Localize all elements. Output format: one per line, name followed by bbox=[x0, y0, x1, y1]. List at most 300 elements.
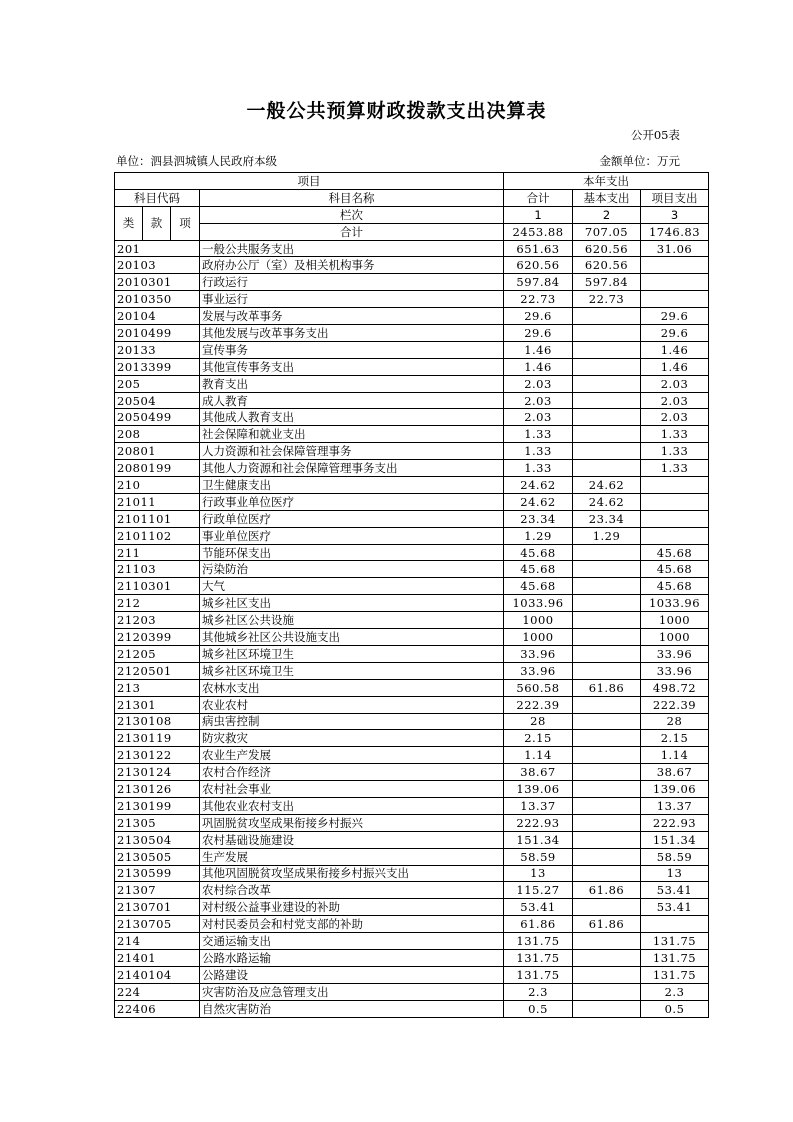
table-row bbox=[115, 831, 709, 848]
total-cell: 1000 bbox=[504, 612, 573, 629]
table-row bbox=[115, 510, 709, 527]
basic-cell bbox=[573, 595, 641, 612]
header-kind: 类 bbox=[115, 206, 143, 240]
table-row bbox=[115, 747, 709, 764]
project-cell: 33.96 bbox=[641, 662, 709, 679]
subject-name-cell: 交通运输支出 bbox=[200, 933, 504, 950]
project-cell bbox=[641, 527, 709, 544]
subject-name-cell: 城乡社区支出 bbox=[200, 595, 504, 612]
total-cell: 45.68 bbox=[504, 578, 573, 595]
table-row bbox=[115, 966, 709, 983]
total-cell: 131.75 bbox=[504, 949, 573, 966]
total-cell: 2.03 bbox=[504, 375, 573, 392]
project-cell: 1.33 bbox=[641, 426, 709, 443]
table-row bbox=[115, 797, 709, 814]
header-entry: 项 bbox=[171, 206, 200, 240]
subject-code-cell: 208 bbox=[115, 426, 200, 443]
subject-name-cell: 对村级公益事业建设的补助 bbox=[200, 899, 504, 916]
project-cell: 131.75 bbox=[641, 949, 709, 966]
basic-cell bbox=[573, 966, 641, 983]
project-cell: 1.33 bbox=[641, 460, 709, 477]
project-cell bbox=[641, 291, 709, 308]
subject-code-cell: 21011 bbox=[115, 493, 200, 510]
project-cell: 151.34 bbox=[641, 831, 709, 848]
subject-name-cell: 发展与改革事务 bbox=[200, 308, 504, 325]
project-cell bbox=[641, 257, 709, 274]
header-col-1: 1 bbox=[504, 206, 573, 223]
subject-code-cell: 2101102 bbox=[115, 527, 200, 544]
table-row bbox=[115, 730, 709, 747]
subject-code-cell: 205 bbox=[115, 375, 200, 392]
header-total: 合计 bbox=[504, 189, 573, 206]
basic-cell bbox=[573, 899, 641, 916]
basic-cell: 61.86 bbox=[573, 882, 641, 899]
subject-code-cell: 21307 bbox=[115, 882, 200, 899]
total-cell: 651.63 bbox=[504, 240, 573, 257]
basic-cell bbox=[573, 797, 641, 814]
table-row bbox=[115, 477, 709, 494]
table-row bbox=[115, 629, 709, 646]
total-cell: 23.34 bbox=[504, 510, 573, 527]
subject-name-cell: 防灾救灾 bbox=[200, 730, 504, 747]
basic-cell bbox=[573, 814, 641, 831]
project-cell: 45.68 bbox=[641, 561, 709, 578]
total-cell: 1.33 bbox=[504, 443, 573, 460]
project-cell: 58.59 bbox=[641, 848, 709, 865]
basic-cell bbox=[573, 848, 641, 865]
subject-name-cell: 事业单位医疗 bbox=[200, 527, 504, 544]
basic-cell bbox=[573, 544, 641, 561]
subject-name-cell: 教育支出 bbox=[200, 375, 504, 392]
subject-name-cell: 对村民委员会和村党支部的补助 bbox=[200, 916, 504, 933]
basic-cell bbox=[573, 578, 641, 595]
header-column-label: 栏次 bbox=[200, 206, 504, 223]
total-cell: 33.96 bbox=[504, 662, 573, 679]
subject-code-cell: 2130599 bbox=[115, 865, 200, 882]
total-cell: 28 bbox=[504, 713, 573, 730]
subject-code-cell: 20133 bbox=[115, 341, 200, 358]
subject-code-cell: 21203 bbox=[115, 612, 200, 629]
table-row bbox=[115, 899, 709, 916]
subject-code-cell: 224 bbox=[115, 983, 200, 1000]
project-cell: 2.03 bbox=[641, 409, 709, 426]
subject-code-cell: 22406 bbox=[115, 1000, 200, 1017]
project-cell: 1000 bbox=[641, 612, 709, 629]
subject-code-cell: 20504 bbox=[115, 392, 200, 409]
project-cell: 1033.96 bbox=[641, 595, 709, 612]
subject-name-cell: 其他人力资源和社会保障管理事务支出 bbox=[200, 460, 504, 477]
table-row bbox=[115, 443, 709, 460]
basic-cell bbox=[573, 713, 641, 730]
subject-name-cell: 农村合作经济 bbox=[200, 764, 504, 781]
total-cell: 560.58 bbox=[504, 679, 573, 696]
subject-code-cell: 21305 bbox=[115, 814, 200, 831]
subject-name-cell: 行政事业单位医疗 bbox=[200, 493, 504, 510]
total-cell: 29.6 bbox=[504, 308, 573, 325]
project-cell: 0.5 bbox=[641, 1000, 709, 1017]
header-project: 项目支出 bbox=[641, 189, 709, 206]
basic-cell bbox=[573, 443, 641, 460]
table-row bbox=[115, 291, 709, 308]
total-cell: 131.75 bbox=[504, 966, 573, 983]
basic-cell bbox=[573, 629, 641, 646]
subject-code-cell: 2050499 bbox=[115, 409, 200, 426]
subject-code-cell: 2130108 bbox=[115, 713, 200, 730]
project-cell bbox=[641, 477, 709, 494]
subject-code-cell: 2130705 bbox=[115, 916, 200, 933]
table-row bbox=[115, 814, 709, 831]
table-row bbox=[115, 865, 709, 882]
basic-cell bbox=[573, 764, 641, 781]
project-cell: 222.39 bbox=[641, 696, 709, 713]
basic-cell bbox=[573, 325, 641, 342]
total-cell: 45.68 bbox=[504, 544, 573, 561]
subject-code-cell: 2130199 bbox=[115, 797, 200, 814]
total-cell: 38.67 bbox=[504, 764, 573, 781]
header-row-3 bbox=[115, 206, 709, 223]
subject-code-cell: 212 bbox=[115, 595, 200, 612]
project-cell: 13 bbox=[641, 865, 709, 882]
subject-name-cell: 巩固脱贫攻坚成果衔接乡村振兴 bbox=[200, 814, 504, 831]
basic-cell bbox=[573, 392, 641, 409]
header-col-2: 2 bbox=[573, 206, 641, 223]
header-section: 款 bbox=[143, 206, 171, 240]
basic-cell: 620.56 bbox=[573, 257, 641, 274]
table-row bbox=[115, 493, 709, 510]
subject-name-cell: 农业农村 bbox=[200, 696, 504, 713]
subject-name-cell: 社会保障和就业支出 bbox=[200, 426, 504, 443]
total-cell: 1.33 bbox=[504, 426, 573, 443]
subject-name-cell: 人力资源和社会保障管理事务 bbox=[200, 443, 504, 460]
project-cell: 2.15 bbox=[641, 730, 709, 747]
subject-name-cell: 病虫害控制 bbox=[200, 713, 504, 730]
grand-total-project: 1746.83 bbox=[641, 223, 709, 240]
form-code: 公开05表 bbox=[630, 128, 680, 142]
total-cell: 0.5 bbox=[504, 1000, 573, 1017]
table-row bbox=[115, 544, 709, 561]
subject-name-cell: 政府办公厅（室）及相关机构事务 bbox=[200, 257, 504, 274]
total-cell: 222.39 bbox=[504, 696, 573, 713]
subject-code-cell: 211 bbox=[115, 544, 200, 561]
project-cell: 29.6 bbox=[641, 308, 709, 325]
project-cell: 45.68 bbox=[641, 544, 709, 561]
total-cell: 620.56 bbox=[504, 257, 573, 274]
total-cell: 222.93 bbox=[504, 814, 573, 831]
subject-code-cell: 214 bbox=[115, 933, 200, 950]
basic-cell bbox=[573, 933, 641, 950]
table-row bbox=[115, 764, 709, 781]
subject-name-cell: 成人教育 bbox=[200, 392, 504, 409]
total-cell: 29.6 bbox=[504, 325, 573, 342]
total-cell: 139.06 bbox=[504, 781, 573, 798]
subject-code-cell: 2130504 bbox=[115, 831, 200, 848]
basic-cell bbox=[573, 662, 641, 679]
table-row bbox=[115, 1000, 709, 1017]
table-row bbox=[115, 696, 709, 713]
table-row bbox=[115, 612, 709, 629]
project-cell: 1.14 bbox=[641, 747, 709, 764]
project-cell: 131.75 bbox=[641, 966, 709, 983]
total-cell: 22.73 bbox=[504, 291, 573, 308]
header-item: 项目 bbox=[115, 173, 504, 190]
subject-name-cell: 生产发展 bbox=[200, 848, 504, 865]
subject-code-cell: 2010350 bbox=[115, 291, 200, 308]
basic-cell bbox=[573, 1000, 641, 1017]
table-row bbox=[115, 781, 709, 798]
basic-cell bbox=[573, 696, 641, 713]
header-row-1 bbox=[115, 173, 709, 190]
total-cell: 2.03 bbox=[504, 392, 573, 409]
basic-cell: 597.84 bbox=[573, 274, 641, 291]
subject-code-cell: 2130701 bbox=[115, 899, 200, 916]
subject-name-cell: 农村综合改革 bbox=[200, 882, 504, 899]
basic-cell bbox=[573, 865, 641, 882]
project-cell: 53.41 bbox=[641, 882, 709, 899]
subject-name-cell: 灾害防治及应急管理支出 bbox=[200, 983, 504, 1000]
subject-code-cell: 2130124 bbox=[115, 764, 200, 781]
table-row bbox=[115, 460, 709, 477]
header-subject-name: 科目名称 bbox=[200, 189, 504, 206]
basic-cell bbox=[573, 308, 641, 325]
subject-name-cell: 公路建设 bbox=[200, 966, 504, 983]
project-cell: 1.46 bbox=[641, 341, 709, 358]
table-row bbox=[115, 679, 709, 696]
table-row bbox=[115, 426, 709, 443]
subject-code-cell: 2013399 bbox=[115, 358, 200, 375]
table-row bbox=[115, 257, 709, 274]
subject-code-cell: 2120501 bbox=[115, 662, 200, 679]
basic-cell: 22.73 bbox=[573, 291, 641, 308]
subject-code-cell: 21103 bbox=[115, 561, 200, 578]
subject-code-cell: 2130122 bbox=[115, 747, 200, 764]
basic-cell bbox=[573, 831, 641, 848]
table-row bbox=[115, 713, 709, 730]
subject-name-cell: 节能环保支出 bbox=[200, 544, 504, 561]
total-cell: 24.62 bbox=[504, 477, 573, 494]
subject-name-cell: 公路水路运输 bbox=[200, 949, 504, 966]
subject-code-cell: 213 bbox=[115, 679, 200, 696]
basic-cell bbox=[573, 645, 641, 662]
project-cell: 31.06 bbox=[641, 240, 709, 257]
project-cell: 53.41 bbox=[641, 899, 709, 916]
total-cell: 1.33 bbox=[504, 460, 573, 477]
document-title: 一般公共预算财政拨款支出决算表 bbox=[246, 100, 547, 122]
table-row bbox=[115, 274, 709, 291]
basic-cell: 23.34 bbox=[573, 510, 641, 527]
subject-name-cell: 自然灾害防治 bbox=[200, 1000, 504, 1017]
project-cell: 131.75 bbox=[641, 933, 709, 950]
grand-total-basic: 707.05 bbox=[573, 223, 641, 240]
subject-name-cell: 农村基础设施建设 bbox=[200, 831, 504, 848]
header-current-year: 本年支出 bbox=[504, 173, 709, 190]
subject-name-cell: 其他发展与改革事务支出 bbox=[200, 325, 504, 342]
table-row bbox=[115, 561, 709, 578]
table-row bbox=[115, 578, 709, 595]
table-row bbox=[115, 308, 709, 325]
total-cell: 2.15 bbox=[504, 730, 573, 747]
basic-cell bbox=[573, 730, 641, 747]
header-subject-code: 科目代码 bbox=[115, 189, 200, 206]
total-cell: 13.37 bbox=[504, 797, 573, 814]
subject-name-cell: 其他成人教育支出 bbox=[200, 409, 504, 426]
basic-cell: 24.62 bbox=[573, 477, 641, 494]
subject-name-cell: 农村社会事业 bbox=[200, 781, 504, 798]
subject-name-cell: 一般公共服务支出 bbox=[200, 240, 504, 257]
total-cell: 597.84 bbox=[504, 274, 573, 291]
total-cell: 131.75 bbox=[504, 933, 573, 950]
basic-cell: 24.62 bbox=[573, 493, 641, 510]
subject-name-cell: 其他城乡社区公共设施支出 bbox=[200, 629, 504, 646]
table-row bbox=[115, 882, 709, 899]
subject-code-cell: 2130126 bbox=[115, 781, 200, 798]
project-cell: 13.37 bbox=[641, 797, 709, 814]
subject-code-cell: 210 bbox=[115, 477, 200, 494]
project-cell: 45.68 bbox=[641, 578, 709, 595]
reporting-unit: 单位：泗县泗城镇人民政府本级 bbox=[116, 154, 277, 168]
total-cell: 58.59 bbox=[504, 848, 573, 865]
project-cell bbox=[641, 493, 709, 510]
header-col-3: 3 bbox=[641, 206, 709, 223]
basic-cell bbox=[573, 341, 641, 358]
subject-code-cell: 201 bbox=[115, 240, 200, 257]
table-row bbox=[115, 933, 709, 950]
subject-name-cell: 事业运行 bbox=[200, 291, 504, 308]
table-row bbox=[115, 325, 709, 342]
total-cell: 24.62 bbox=[504, 493, 573, 510]
total-cell: 1033.96 bbox=[504, 595, 573, 612]
subject-code-cell: 2101101 bbox=[115, 510, 200, 527]
subject-code-cell: 2080199 bbox=[115, 460, 200, 477]
total-cell: 151.34 bbox=[504, 831, 573, 848]
total-cell: 2.3 bbox=[504, 983, 573, 1000]
table-row bbox=[115, 848, 709, 865]
project-cell: 2.03 bbox=[641, 375, 709, 392]
subject-name-cell: 其他农业农村支出 bbox=[200, 797, 504, 814]
subject-name-cell: 其他宣传事务支出 bbox=[200, 358, 504, 375]
table-row bbox=[115, 375, 709, 392]
subject-code-cell: 2140104 bbox=[115, 966, 200, 983]
budget-table bbox=[114, 172, 709, 1018]
subject-code-cell: 2130505 bbox=[115, 848, 200, 865]
subject-name-cell: 城乡社区公共设施 bbox=[200, 612, 504, 629]
project-cell bbox=[641, 274, 709, 291]
project-cell: 1.46 bbox=[641, 358, 709, 375]
project-cell: 29.6 bbox=[641, 325, 709, 342]
total-cell: 45.68 bbox=[504, 561, 573, 578]
total-cell: 115.27 bbox=[504, 882, 573, 899]
table-row bbox=[115, 240, 709, 257]
total-cell: 61.86 bbox=[504, 916, 573, 933]
total-cell: 1.46 bbox=[504, 341, 573, 358]
amount-unit: 金额单位：万元 bbox=[599, 154, 680, 168]
basic-cell bbox=[573, 781, 641, 798]
table-row bbox=[115, 662, 709, 679]
subject-name-cell: 农林水支出 bbox=[200, 679, 504, 696]
total-cell: 13 bbox=[504, 865, 573, 882]
project-cell bbox=[641, 510, 709, 527]
basic-cell: 61.86 bbox=[573, 679, 641, 696]
project-cell: 139.06 bbox=[641, 781, 709, 798]
subject-name-cell: 其他巩固脱贫攻坚成果衔接乡村振兴支出 bbox=[200, 865, 504, 882]
basic-cell bbox=[573, 426, 641, 443]
basic-cell bbox=[573, 358, 641, 375]
basic-cell bbox=[573, 460, 641, 477]
table-row bbox=[115, 409, 709, 426]
grand-total-label: 合计 bbox=[200, 223, 504, 240]
basic-cell bbox=[573, 612, 641, 629]
subject-name-cell: 宣传事务 bbox=[200, 341, 504, 358]
project-cell bbox=[641, 916, 709, 933]
project-cell: 28 bbox=[641, 713, 709, 730]
project-cell: 38.67 bbox=[641, 764, 709, 781]
basic-cell: 1.29 bbox=[573, 527, 641, 544]
basic-cell: 620.56 bbox=[573, 240, 641, 257]
grand-total-value: 2453.88 bbox=[504, 223, 573, 240]
table-row bbox=[115, 527, 709, 544]
subject-name-cell: 城乡社区环境卫生 bbox=[200, 645, 504, 662]
table-row bbox=[115, 358, 709, 375]
total-cell: 1000 bbox=[504, 629, 573, 646]
subject-name-cell: 大气 bbox=[200, 578, 504, 595]
basic-cell: 61.86 bbox=[573, 916, 641, 933]
total-cell: 53.41 bbox=[504, 899, 573, 916]
total-cell: 33.96 bbox=[504, 645, 573, 662]
total-cell: 1.14 bbox=[504, 747, 573, 764]
project-cell: 33.96 bbox=[641, 645, 709, 662]
table-row bbox=[115, 645, 709, 662]
basic-cell bbox=[573, 747, 641, 764]
subject-name-cell: 农业生产发展 bbox=[200, 747, 504, 764]
project-cell: 1.33 bbox=[641, 443, 709, 460]
basic-cell bbox=[573, 375, 641, 392]
subject-name-cell: 行政运行 bbox=[200, 274, 504, 291]
project-cell: 222.93 bbox=[641, 814, 709, 831]
table-row bbox=[115, 595, 709, 612]
subject-code-cell: 2110301 bbox=[115, 578, 200, 595]
subject-code-cell: 21301 bbox=[115, 696, 200, 713]
basic-cell bbox=[573, 561, 641, 578]
subject-code-cell: 2130119 bbox=[115, 730, 200, 747]
total-cell: 2.03 bbox=[504, 409, 573, 426]
project-cell: 2.3 bbox=[641, 983, 709, 1000]
subject-code-cell: 21205 bbox=[115, 645, 200, 662]
total-cell: 1.46 bbox=[504, 358, 573, 375]
basic-cell bbox=[573, 409, 641, 426]
subject-name-cell: 污染防治 bbox=[200, 561, 504, 578]
subject-name-cell: 城乡社区环境卫生 bbox=[200, 662, 504, 679]
project-cell: 2.03 bbox=[641, 392, 709, 409]
grand-total-row bbox=[115, 223, 709, 240]
table-row bbox=[115, 341, 709, 358]
header-basic: 基本支出 bbox=[573, 189, 641, 206]
subject-code-cell: 2120399 bbox=[115, 629, 200, 646]
table-row bbox=[115, 983, 709, 1000]
subject-code-cell: 20103 bbox=[115, 257, 200, 274]
header-row-2 bbox=[115, 189, 709, 206]
subject-code-cell: 2010499 bbox=[115, 325, 200, 342]
subject-code-cell: 20104 bbox=[115, 308, 200, 325]
table-row bbox=[115, 916, 709, 933]
subject-name-cell: 卫生健康支出 bbox=[200, 477, 504, 494]
table-row bbox=[115, 949, 709, 966]
project-cell: 498.72 bbox=[641, 679, 709, 696]
table-row bbox=[115, 392, 709, 409]
total-cell: 1.29 bbox=[504, 527, 573, 544]
subject-code-cell: 20801 bbox=[115, 443, 200, 460]
basic-cell bbox=[573, 949, 641, 966]
subject-code-cell: 21401 bbox=[115, 949, 200, 966]
basic-cell bbox=[573, 983, 641, 1000]
